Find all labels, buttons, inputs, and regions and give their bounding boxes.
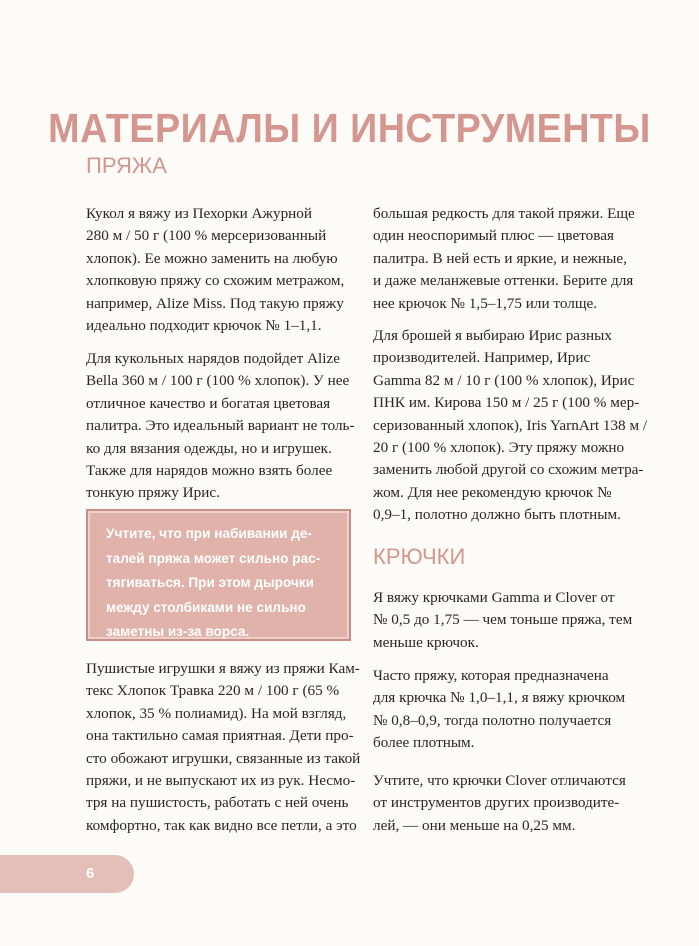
- hooks-paragraph-2: [373, 665, 625, 755]
- text-line: лей, — они меньше на 0,25 мм.: [373, 816, 576, 834]
- text-line: между столбиками не сильно: [106, 599, 306, 615]
- text-line: Gamma 82 м / 10 г (100 % хлопок), Ирис: [373, 371, 635, 389]
- hooks-paragraph-3: [373, 770, 626, 837]
- text-line: текс Хлопок Травка 220 м / 100 г (65 %: [86, 682, 340, 700]
- text-line: тягиваться. При этом дырочки: [106, 575, 314, 590]
- text-line: Учтите, что крючки Clover отличаются: [373, 772, 626, 789]
- text-line: № 0,5 до 1,75 — чем тоньше пряжа, тем: [373, 611, 633, 629]
- yarn-paragraph-5: [373, 325, 647, 527]
- text-line: серизованный хлопок), Iris YarnArt 138 м /: [373, 416, 648, 434]
- text-line: Также для нарядов можно взять более: [86, 462, 333, 480]
- text-line: жом. Для нее рекомендую крючок №: [373, 483, 612, 501]
- text-line: идеально подходит крючок № 1–1,1.: [86, 317, 322, 335]
- page-title: МАТЕРИАЛЫ И ИНСТРУМЕНТЫ: [48, 105, 651, 152]
- text-line: для крючка № 1,0–1,1, я вяжу крючком: [373, 689, 626, 707]
- text-line: от инструментов других производите-: [373, 794, 620, 812]
- text-line: ко для вязания одежды, но и игрушек.: [86, 439, 332, 457]
- text-line: Кукол я вяжу из Пехорки Ажурной: [86, 205, 313, 222]
- text-line: № 0,8–0,9, тогда полотно получается: [373, 711, 612, 729]
- text-line: тонкую пряжу Ирис.: [86, 484, 220, 502]
- text-line: хлопковую пряжу со схожим метражом,: [86, 272, 345, 290]
- text-line: она тактильно самая приятная. Дети про-: [86, 727, 354, 745]
- text-line: заметны из-за ворса.: [106, 624, 250, 639]
- yarn-paragraph-1: [86, 203, 344, 337]
- text-line: сто обожают игрушки, связанные из такой: [86, 749, 361, 767]
- text-line: 0,9–1, полотно должно быть плотным.: [373, 506, 621, 524]
- text-line: 20 г (100 % хлопок). Эту пряжу можно: [373, 439, 625, 457]
- text-line: хлопок, 35 % полиамид). На мой взгляд,: [86, 704, 347, 722]
- text-line: нее крючок № 1,5–1,75 или толще.: [373, 294, 598, 312]
- page-number-tab: [0, 855, 134, 893]
- yarn-paragraph-2: [86, 348, 355, 505]
- section-heading-yarn: ПРЯЖА: [86, 153, 167, 178]
- text-line: например, Alize Miss. Под такую пряжу: [86, 294, 344, 312]
- hooks-paragraph-1: [373, 587, 632, 654]
- text-line: ПНК им. Кирова 150 м / 25 г (100 % мер-: [373, 394, 640, 412]
- text-line: один неоспоримый плюс — цветовая: [373, 227, 614, 245]
- text-line: Bella 360 м / 100 г (100 % хлопок). У нее: [86, 372, 350, 390]
- text-line: комфортно, так как видно все петли, а это: [86, 816, 357, 834]
- text-line: Для кукольных нарядов подойдет Alize: [86, 350, 340, 367]
- text-line: и даже меланжевые оттенки. Берите для: [373, 272, 634, 290]
- text-line: более плотным.: [373, 734, 475, 752]
- yarn-paragraph-3: [86, 658, 360, 837]
- text-line: Учтите, что при набивании де-: [106, 526, 312, 541]
- text-line: хлопок). Ее можно заменить на любую: [86, 249, 338, 267]
- yarn-paragraph-4: [373, 203, 635, 315]
- text-line: Для брошей я выбираю Ирис разных: [373, 327, 612, 344]
- text-line: заменить любой другой со схожим метра-: [373, 461, 644, 479]
- text-line: отличное качество и богатая цветовая: [86, 394, 331, 412]
- text-line: меньше крючок.: [373, 633, 479, 651]
- text-line: палитра. Это идеальный вариант не толь-: [86, 417, 355, 435]
- text-line: тря на пушистость, работать с ней очень: [86, 794, 349, 812]
- text-line: Я вяжу крючками Gamma и Clover от: [373, 589, 615, 606]
- section-heading-hooks: КРЮЧКИ: [373, 544, 466, 569]
- text-line: Часто пряжу, которая предназначена: [373, 667, 609, 684]
- text-line: большая редкость для такой пряжи. Еще: [373, 205, 635, 222]
- text-line: палитра. В ней есть и яркие, и нежные,: [373, 249, 627, 267]
- text-line: талей пряжа может сильно рас-: [106, 550, 321, 566]
- text-line: пряжи, и не выпускают их из рук. Несмо-: [86, 772, 356, 790]
- text-line: 280 м / 50 г (100 % мерсеризованный: [86, 227, 327, 245]
- text-line: Пушистые игрушки я вяжу из пряжи Кам-: [86, 660, 360, 677]
- tip-callout: [86, 509, 351, 641]
- page-number: 6: [86, 865, 95, 882]
- text-line: производителей. Например, Ирис: [373, 349, 591, 367]
